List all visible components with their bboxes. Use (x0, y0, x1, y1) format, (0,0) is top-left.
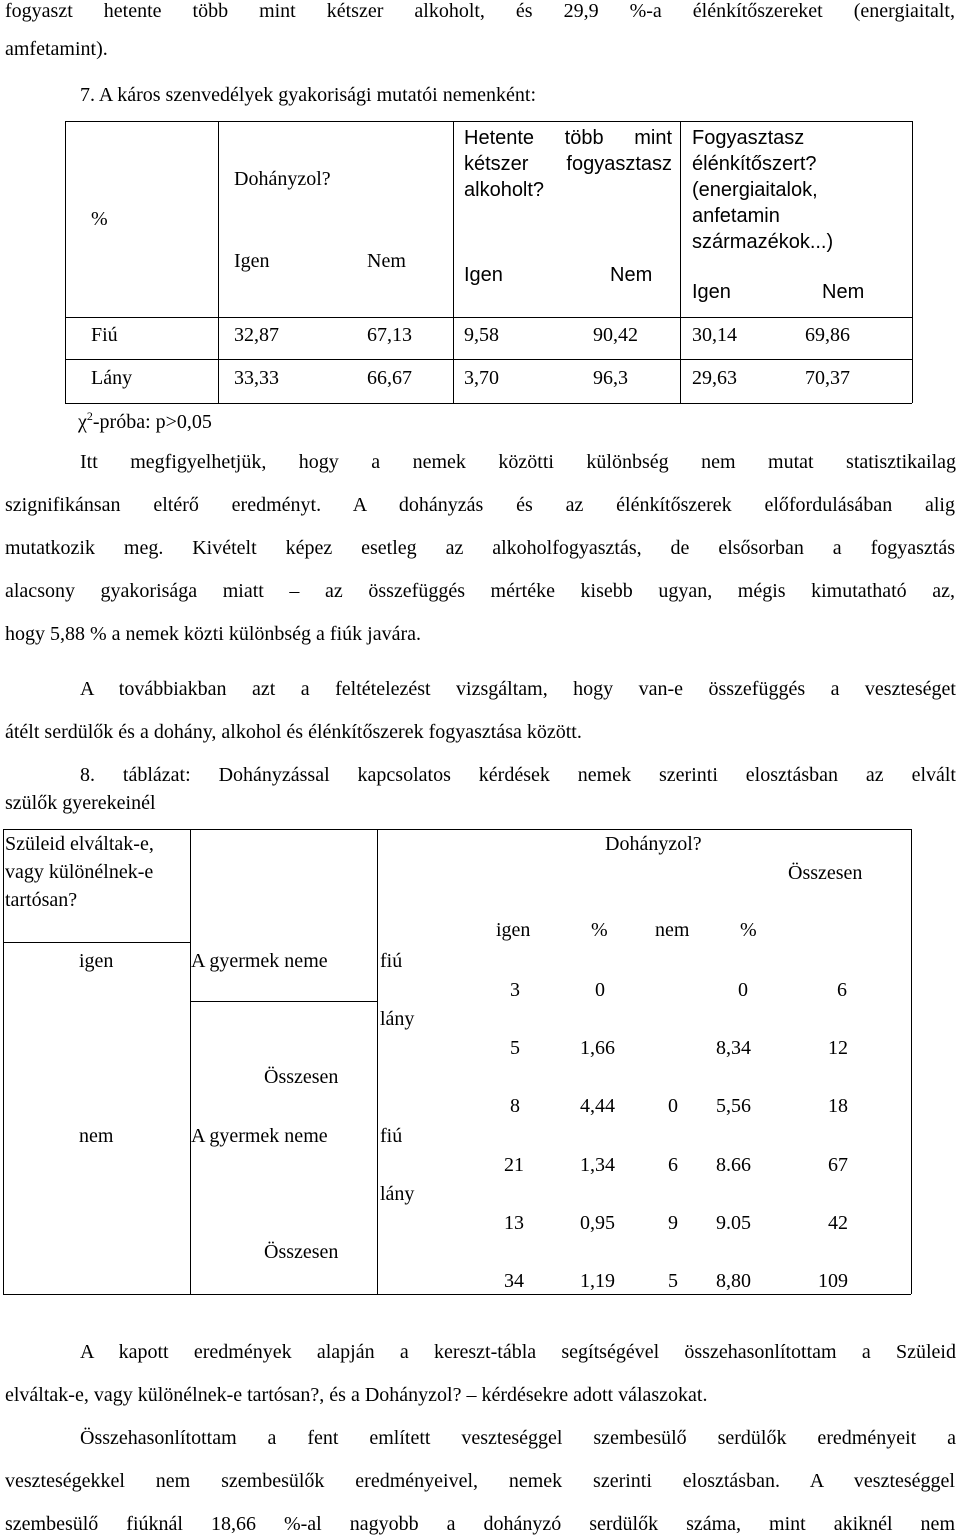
table8-cell: 0 (738, 979, 748, 1001)
table8-cell: 9 (668, 1212, 678, 1234)
table8-cell: 9.05 (716, 1212, 751, 1234)
table1-alcohol-no: Nem (610, 264, 653, 286)
table1-cell: 90,42 (593, 324, 638, 346)
table8-group-label: nem (79, 1125, 114, 1147)
para3-line-1: A kapott eredmények alapján a kereszt-tábla segítségével összehasonlítottam a Szüleid (80, 1341, 956, 1363)
table8-cell: 13 (504, 1212, 524, 1234)
table1-alcohol-header-2: kétszer fogyasztasz (464, 153, 672, 175)
table8-boy: fiú (380, 1125, 403, 1147)
table8-cell: 8 (510, 1095, 520, 1117)
table1-cell: 29,63 (692, 367, 737, 389)
table1-alcohol-yes: Igen (464, 264, 503, 286)
table8-cell: 8.66 (716, 1154, 751, 1176)
table8-child-sex: A gyermek neme (191, 950, 328, 972)
table1-stimulant-header-2: élénkítőszert? (692, 153, 817, 175)
para1-line-2: szignifikánsan eltérő eredményt. A dohányzás és az élénkítőszerek előfordulásában alig (5, 494, 955, 516)
table8-total-header: Összesen (788, 862, 863, 884)
para1-line-4: alacsony gyakorisága miatt – az összefüggés mértéke kisebb ugyan, mégis kimutatható az, (5, 580, 955, 602)
section-title: 7. A káros szenvedélyek gyakorisági mutatói nemenként: (80, 84, 536, 106)
table8-girl: lány (380, 1183, 415, 1205)
table1-smoke-no: Nem (367, 250, 406, 272)
para4-line-2: veszteségekkel nem szembesülők eredményeivel, nemek szerinti elosztásban. A veszteséggel (5, 1470, 955, 1492)
table8-cell: 4,44 (580, 1095, 615, 1117)
table8-subheader: igen (496, 919, 531, 941)
table8-cell: 6 (668, 1154, 678, 1176)
table8-group-label: igen (79, 950, 114, 972)
para2-line-2: átélt serdülők és a dohány, alkohol és élénkítőszerek fogyasztása között. (5, 721, 582, 743)
table8-cell: 0,95 (580, 1212, 615, 1234)
table1-cell: 3,70 (464, 367, 499, 389)
table1-cell: 30,14 (692, 324, 737, 346)
table8-cell: 6 (837, 979, 847, 1001)
table8-cell: 18 (828, 1095, 848, 1117)
table8-cell: 1,34 (580, 1154, 615, 1176)
table8-cell: 5 (668, 1270, 678, 1292)
table1-alcohol-header-3: alkoholt? (464, 179, 545, 201)
table8-cell: 34 (504, 1270, 524, 1292)
table8-caption-line-2: szülők gyerekeinél (5, 792, 156, 814)
table1-smoke-yes: Igen (234, 250, 270, 272)
intro-line-1: fogyaszt hetente több mint kétszer alkoholt, és 29,9 %-a élénkítőszereket (energiaitalt, (5, 0, 955, 22)
table1-alcohol-header-1: Hetente több mint (464, 127, 672, 149)
table8-subheader: % (740, 919, 757, 941)
table8-cell: 0 (595, 979, 605, 1001)
table8-group-total: Összesen (264, 1066, 339, 1088)
para1-line-5: hogy 5,88 % a nemek közti különbség a fiúk javára. (5, 623, 421, 645)
table8-cell: 42 (828, 1212, 848, 1234)
table1-stimulant-header-4: anfetamin (692, 205, 780, 227)
table8-cell: 1,66 (580, 1037, 615, 1059)
table8-cell: 109 (818, 1270, 848, 1292)
table1-row-label: Fiú (91, 324, 118, 346)
table1-cell: 70,37 (805, 367, 850, 389)
table8-cell: 0 (668, 1095, 678, 1117)
table8-caption-line-1: 8. táblázat: Dohányzással kapcsolatos kérdések nemek szerinti elosztásban az elvált (80, 764, 956, 786)
table1-stimulant-header-3: (energiaitalok, (692, 179, 818, 201)
table8-cell: 21 (504, 1154, 524, 1176)
para3-line-2: elváltak-e, vagy különélnek-e tartósan?, és a Dohányzol? – kérdésekre adott válaszokat. (5, 1384, 708, 1406)
para1-line-1: Itt megfigyelhetjük, hogy a nemek közötti különbség nem mutat statisztikailag (80, 451, 956, 473)
table1-corner: % (91, 208, 108, 230)
table8-cell: 12 (828, 1037, 848, 1059)
table1-stimulant-no: Nem (822, 281, 865, 303)
para4-line-3: szembesülő fiúknál 18,66 %-al nagyobb a dohányzó serdülők száma, mint akiknél nem (5, 1513, 955, 1535)
table1-cell: 69,86 (805, 324, 850, 346)
table8-child-sex: A gyermek neme (191, 1125, 328, 1147)
table1-cell: 32,87 (234, 324, 279, 346)
table8-smoke-header: Dohányzol? (605, 833, 702, 855)
table8-boy: fiú (380, 950, 403, 972)
table8-group-total: Összesen (264, 1241, 339, 1263)
table1-cell: 96,3 (593, 367, 628, 389)
table8-cell: 5 (510, 1037, 520, 1059)
intro-line-2: amfetamint). (5, 38, 108, 60)
table8-question-3: tartósan? (5, 889, 78, 911)
table1-stimulant-yes: Igen (692, 281, 731, 303)
table1-cell: 66,67 (367, 367, 412, 389)
table8-subheader: nem (655, 919, 690, 941)
table1-cell: 67,13 (367, 324, 412, 346)
chi-square-note: $\chi^2$-próba: p>0,05 (78, 409, 212, 433)
table8-cell: 8,34 (716, 1037, 751, 1059)
table8-cell: 5,56 (716, 1095, 751, 1117)
table1-row-label: Lány (91, 367, 133, 389)
table8-cell: 3 (510, 979, 520, 1001)
table8-girl: lány (380, 1008, 415, 1030)
para4-line-1: Összehasonlítottam a fent említett veszteséggel szembesülő serdülők eredményeit a (80, 1427, 956, 1449)
table8-question-2: vagy különélnek-e (5, 861, 154, 883)
table1-smoke-header: Dohányzol? (234, 168, 331, 190)
table1-cell: 9,58 (464, 324, 499, 346)
table1-stimulant-header-5: származékok...) (692, 231, 834, 253)
table1-cell: 33,33 (234, 367, 279, 389)
table8-cell: 8,80 (716, 1270, 751, 1292)
table8-subheader: % (591, 919, 608, 941)
table8-cell: 1,19 (580, 1270, 615, 1292)
para1-line-3: mutatkozik meg. Kivételt képez esetleg az alkoholfogyasztás, de elsősorban a fogyasztás (5, 537, 955, 559)
table8-cell: 67 (828, 1154, 848, 1176)
table8-question-1: Szüleid elváltak-e, (5, 833, 154, 855)
table1-stimulant-header-1: Fogyasztasz (692, 127, 805, 149)
para2-line-1: A továbbiakban azt a feltételezést vizsgáltam, hogy van-e összefüggés a veszteséget (80, 678, 956, 700)
